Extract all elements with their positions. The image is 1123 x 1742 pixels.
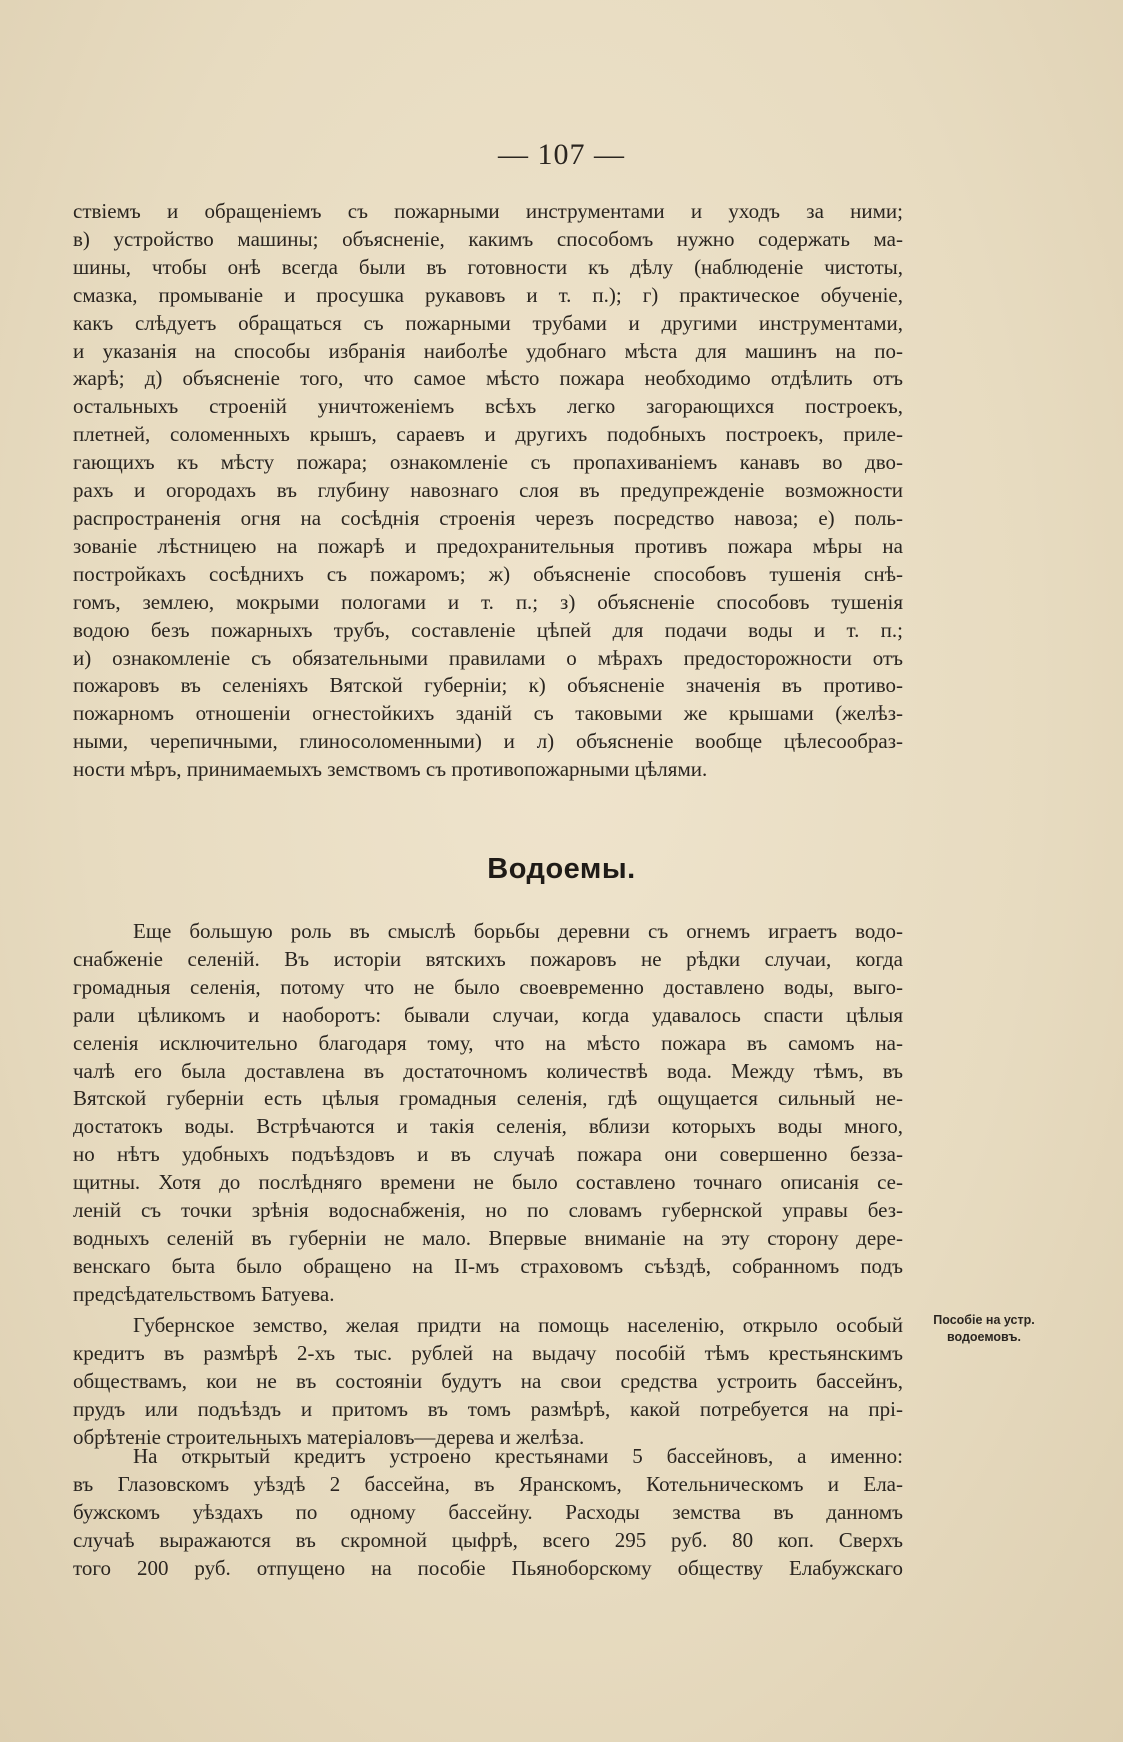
section-heading: Водоемы. bbox=[487, 853, 636, 885]
text-line: венскаго быта было обращено на II-мъ страховомъ съѣздѣ, собранномъ подъ bbox=[73, 1253, 903, 1278]
text-line: гающихъ къ мѣсту пожара; ознакомленіе съ пропахиваніемъ канавъ во дво- bbox=[73, 450, 903, 475]
text-line: бужскомъ уѣздахъ по одному бассейну. Расходы земства въ данномъ bbox=[73, 1499, 903, 1524]
margin-note-line: Пособіе на устр. bbox=[933, 1313, 1035, 1327]
text-line: гомъ, землею, мокрыми пологами и т. п.; з) объясненіе способовъ тушенія bbox=[73, 589, 903, 614]
text-line: Еще большую роль въ смыслѣ борьбы деревни съ огнемъ играетъ водо- bbox=[133, 919, 903, 943]
text-line: рахъ и огородахъ въ глубину навознаго слоя въ предупрежденіе возможности bbox=[73, 478, 903, 503]
text-line: остальныхъ строеній уничтоженіемъ всѣхъ легко загорающихся построекъ, bbox=[73, 394, 903, 419]
paragraph-water-supply bbox=[73, 918, 903, 1309]
text-line: селенія исключительно благодаря тому, что на мѣсто пожара въ самомъ на- bbox=[73, 1030, 903, 1055]
text-line: постройкахъ сосѣднихъ съ пожаромъ; ж) объясненіе способовъ тушенія снѣ- bbox=[73, 561, 903, 586]
text-line: щитны. Хотя до послѣдняго времени не было составлено точнаго описанія се- bbox=[73, 1170, 903, 1195]
text-line: того 200 руб. отпущено на пособіе Пьяноборскому обществу Елабужскаго bbox=[73, 1555, 903, 1580]
text-line: но нѣтъ удобныхъ подъѣздовъ и въ случаѣ пожара они совершенно безза- bbox=[73, 1142, 903, 1167]
text-line: жарѣ; д) объясненіе того, что самое мѣсто пожара необходимо отдѣлить отъ bbox=[73, 366, 903, 391]
text-line: зованіе лѣстницею на пожарѣ и предохранительныя противъ пожара мѣры на bbox=[73, 533, 903, 558]
text-line: случаѣ выражаются въ скромной цыфрѣ, всего 295 руб. 80 коп. Сверхъ bbox=[73, 1527, 903, 1552]
text-line: леній съ точки зрѣнія водоснабженія, но по словамъ губернской управы без- bbox=[73, 1198, 903, 1223]
text-line: шины, чтобы онѣ всегда были въ готовности къ дѣлу (наблюденіе чистоты, bbox=[73, 254, 903, 279]
text-line: какъ слѣдуетъ обращаться съ пожарными трубами и другими инструментами, bbox=[73, 310, 903, 335]
text-line: водныхъ селеній въ губерніи не мало. Впервые вниманіе на эту сторону дере- bbox=[73, 1225, 903, 1250]
text-line: и) ознакомленіе съ обязательными правилами о мѣрахъ предосторожности отъ bbox=[73, 645, 903, 670]
margin-note-line: водоемовъ. bbox=[946, 1330, 1022, 1344]
text-line: обществамъ, кои не въ состояніи будутъ на свои средства устроить бассейнъ, bbox=[73, 1368, 903, 1393]
text-line: рали цѣликомъ и наоборотъ: бывали случаи, когда удавалось спасти цѣлыя bbox=[73, 1002, 903, 1027]
margin-note bbox=[909, 1312, 1059, 1346]
text-line: пожаровъ въ селеніяхъ Вятской губерніи; к) объясненіе значенія въ противо- bbox=[73, 673, 903, 698]
text-line: в) устройство машины; объясненіе, какимъ способомъ нужно содержать ма- bbox=[73, 226, 903, 251]
text-line: предсѣдательствомъ Батуева. bbox=[73, 1281, 335, 1306]
text-line: снабженіе селеній. Въ исторіи вятскихъ пожаровъ не рѣдки случаи, когда bbox=[73, 946, 903, 971]
text-line: прудъ или подъѣздъ и притомъ въ томъ размѣрѣ, какой потребуется на прі- bbox=[73, 1396, 903, 1421]
paragraph-credit bbox=[73, 1312, 903, 1452]
text-line: обрѣтеніе строительныхъ матеріаловъ—дерева и желѣза. bbox=[73, 1424, 585, 1449]
text-line: достатокъ воды. Встрѣчаются и такія селенія, вблизи которыхъ воды много, bbox=[73, 1114, 903, 1139]
text-line: Вятской губерніи есть цѣлыя громадныя селенія, гдѣ ощущается сильный не- bbox=[73, 1086, 903, 1111]
page-number: — 107 — bbox=[498, 138, 625, 171]
text-line: и указанія на способы избранія наиболѣе удобнаго мѣста для машинъ на по- bbox=[73, 338, 903, 363]
paragraph-basins bbox=[73, 1443, 903, 1583]
text-line: смазка, промываніе и просушка рукавовъ и т. п.); г) практическое обученіе, bbox=[73, 282, 903, 307]
text-line: плетней, соломенныхъ крышъ, сараевъ и другихъ подобныхъ построекъ, приле- bbox=[73, 422, 903, 447]
continuation-paragraph bbox=[73, 198, 903, 784]
text-line: громадныя селенія, потому что не было своевременно доставлено воды, выго- bbox=[73, 974, 903, 999]
text-line: ными, черепичными, глиносоломенными) и л) объясненіе вообще цѣлесообраз- bbox=[73, 729, 903, 754]
text-line: кредитъ въ размѣрѣ 2-хъ тыс. рублей на выдачу пособій тѣмъ крестьянскимъ bbox=[73, 1340, 903, 1365]
text-line: пожарномъ отношеніи огнестойкихъ зданій съ таковыми же крышами (желѣз- bbox=[73, 701, 903, 726]
text-line: чалѣ его была доставлена въ достаточномъ количествѣ вода. Между тѣмъ, въ bbox=[73, 1058, 903, 1083]
text-line: ствіемъ и обращеніемъ съ пожарными инструментами и уходъ за ними; bbox=[73, 199, 903, 223]
text-line: въ Глазовскомъ уѣздѣ 2 бассейна, въ Яранскомъ, Котельническомъ и Ела- bbox=[73, 1471, 903, 1496]
text-line: водою безъ пожарныхъ трубъ, составленіе цѣпей для подачи воды и т. п.; bbox=[73, 617, 903, 642]
text-line: Губернское земство, желая придти на помощь населенію, открыло особый bbox=[133, 1313, 903, 1337]
text-line: ности мѣръ, принимаемыхъ земствомъ съ противопожарными цѣлями. bbox=[73, 757, 708, 782]
text-line: На открытый кредитъ устроено крестьянами 5 бассейновъ, а именно: bbox=[133, 1444, 903, 1468]
text-line: распространенія огня на сосѣднія строенія черезъ посредство навоза; е) поль- bbox=[73, 505, 903, 530]
